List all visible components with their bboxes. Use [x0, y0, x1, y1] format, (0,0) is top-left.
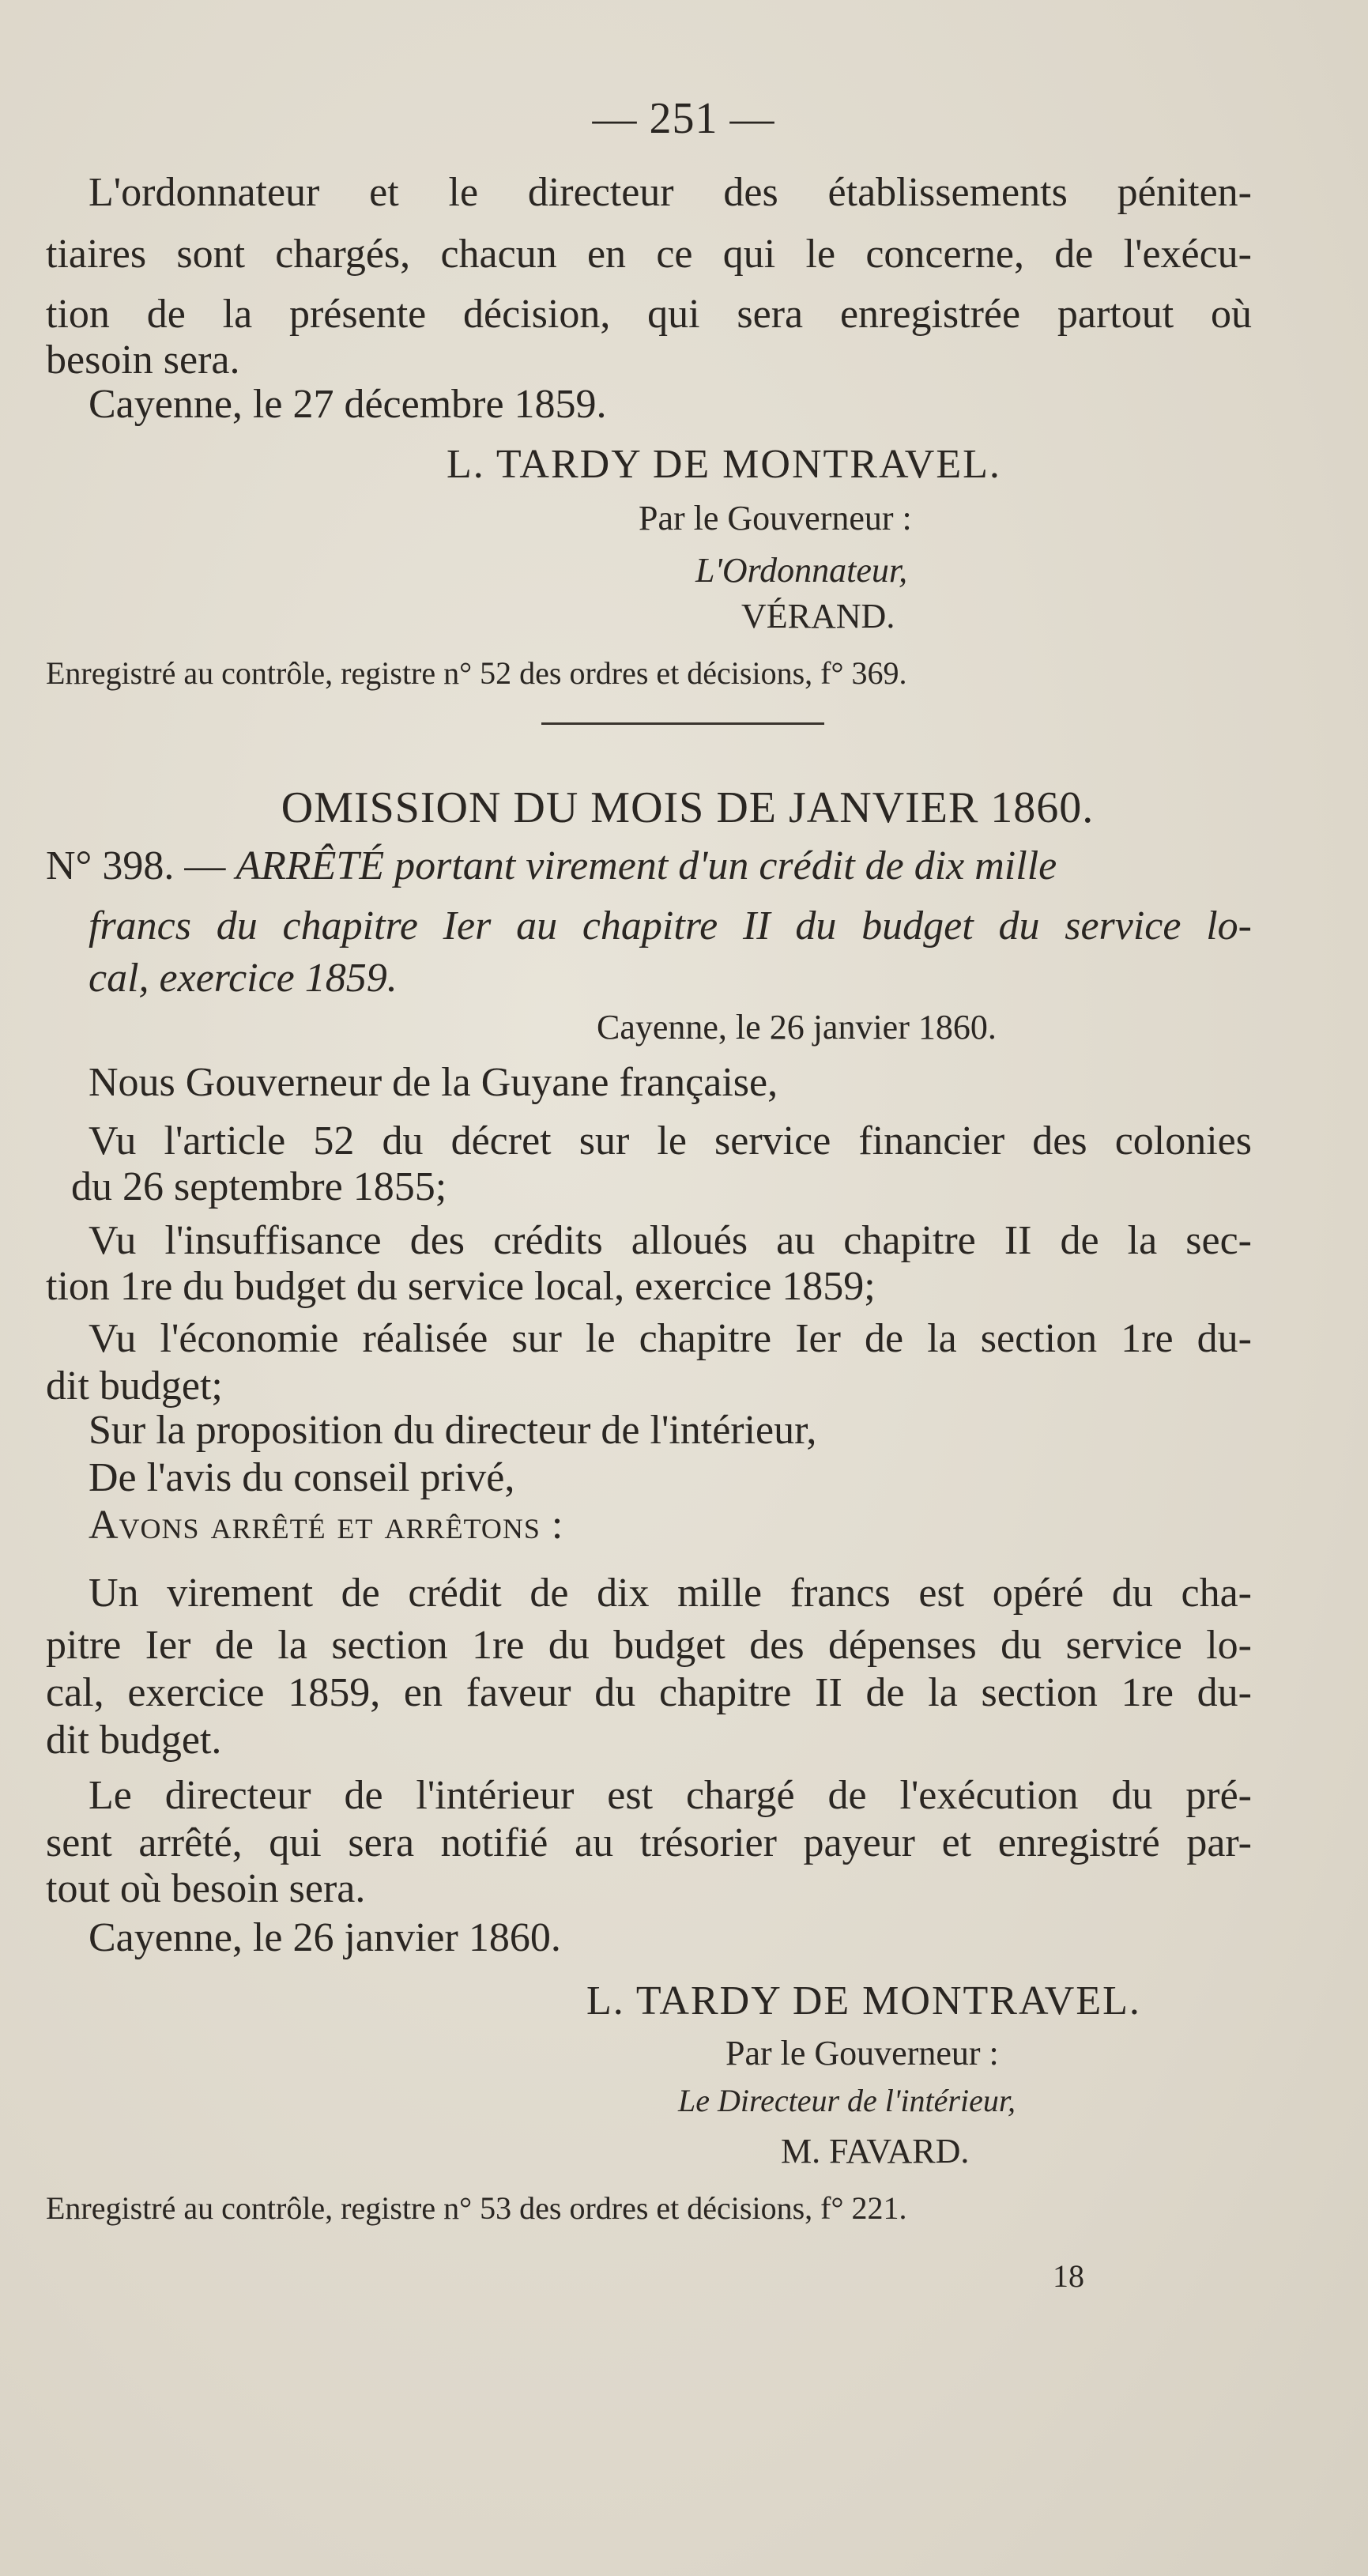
consideration-line: Sur la proposition du directeur de l'intérieur, — [89, 1408, 817, 1453]
decision-paragraph-line: tiaires sont chargés, chacun en ce qui le concerne, de l'exécu- — [46, 232, 1252, 277]
consideration-line: Vu l'article 52 du décret sur le service financier des colonies — [89, 1118, 1252, 1164]
arrete-title-line — [46, 841, 1252, 892]
consideration-line: dit budget; — [46, 1363, 223, 1409]
arrete-title-line: francs du chapitre Ier au chapitre II du budget du service lo- — [89, 903, 1252, 949]
decision-paragraph-line: L'ordonnateur et le directeur des établissements péniten- — [89, 170, 1252, 215]
article-line: pitre Ier de la section 1re du budget des dépenses du service lo- — [46, 1623, 1252, 1668]
arrete-registration: Enregistré au contrôle, registre n° 53 des ordres et décisions, f° 221. — [46, 2190, 907, 2226]
arrete-signatory: L. TARDY DE MONTRAVEL. — [586, 1978, 1141, 2023]
consideration-line: Vu l'économie réalisée sur le chapitre Ier de la section 1re du- — [89, 1316, 1252, 1361]
execution-line: tout où besoin sera. — [46, 1866, 366, 1911]
decision-countersign: VÉRAND. — [741, 597, 895, 636]
arrete-place-date: Cayenne, le 26 janvier 1860. — [597, 1008, 997, 1047]
decision-registration: Enregistré au contrôle, registre n° 52 des ordres et décisions, f° 369. — [46, 655, 907, 691]
decision-by-line: Par le Gouverneur : — [639, 499, 912, 537]
arrete-number: N° 398. — — [46, 843, 226, 888]
arrete-office: Le Directeur de l'intérieur, — [678, 2083, 1016, 2118]
decision-signatory: L. TARDY DE MONTRAVEL. — [447, 442, 1001, 487]
page-number-header: — 251 — — [592, 94, 775, 143]
article-line: dit budget. — [46, 1718, 222, 1763]
consideration-line: Vu l'insuffisance des crédits alloués au chapitre II de la sec- — [89, 1218, 1252, 1263]
arrete-countersign: M. FAVARD. — [781, 2132, 970, 2171]
signature-mark: 18 — [1053, 2258, 1084, 2294]
article-line: cal, exercice 1859, en faveur du chapitre II de la section 1re du- — [46, 1670, 1252, 1715]
arrete-title-line: cal, exercice 1859. — [89, 956, 398, 1001]
section-divider — [541, 722, 824, 725]
execution-line: sent arrêté, qui sera notifié au trésorier payeur et enregistré par- — [46, 1820, 1252, 1865]
decision-place-date: Cayenne, le 27 décembre 1859. — [89, 382, 607, 427]
decree-formula: Avons arrêté et arrêtons : — [89, 1503, 564, 1548]
decision-office: L'Ordonnateur, — [695, 551, 908, 590]
consideration-line: De l'avis du conseil privé, — [89, 1455, 515, 1500]
consideration-line: du 26 septembre 1855; — [71, 1164, 447, 1209]
decision-paragraph-line: tion de la présente décision, qui sera enregistrée partout où — [46, 292, 1252, 337]
execution-line: Le directeur de l'intérieur est chargé de l'exécution du pré- — [89, 1773, 1252, 1818]
consideration-line: tion 1re du budget du service local, exercice 1859; — [46, 1264, 876, 1309]
arrete-by-line: Par le Gouverneur : — [725, 2034, 999, 2072]
article-line: Un virement de crédit de dix mille francs est opéré du cha- — [89, 1571, 1252, 1616]
arrete-title-text: ARRÊTÉ portant virement d'un crédit de dix mille — [236, 843, 1057, 888]
arrete-closing-place-date: Cayenne, le 26 janvier 1860. — [89, 1915, 561, 1960]
section-title: OMISSION DU MOIS DE JANVIER 1860. — [281, 783, 1095, 832]
arrete-preamble: Nous Gouverneur de la Guyane française, — [89, 1060, 778, 1105]
decision-paragraph-line: besoin sera. — [46, 338, 240, 383]
